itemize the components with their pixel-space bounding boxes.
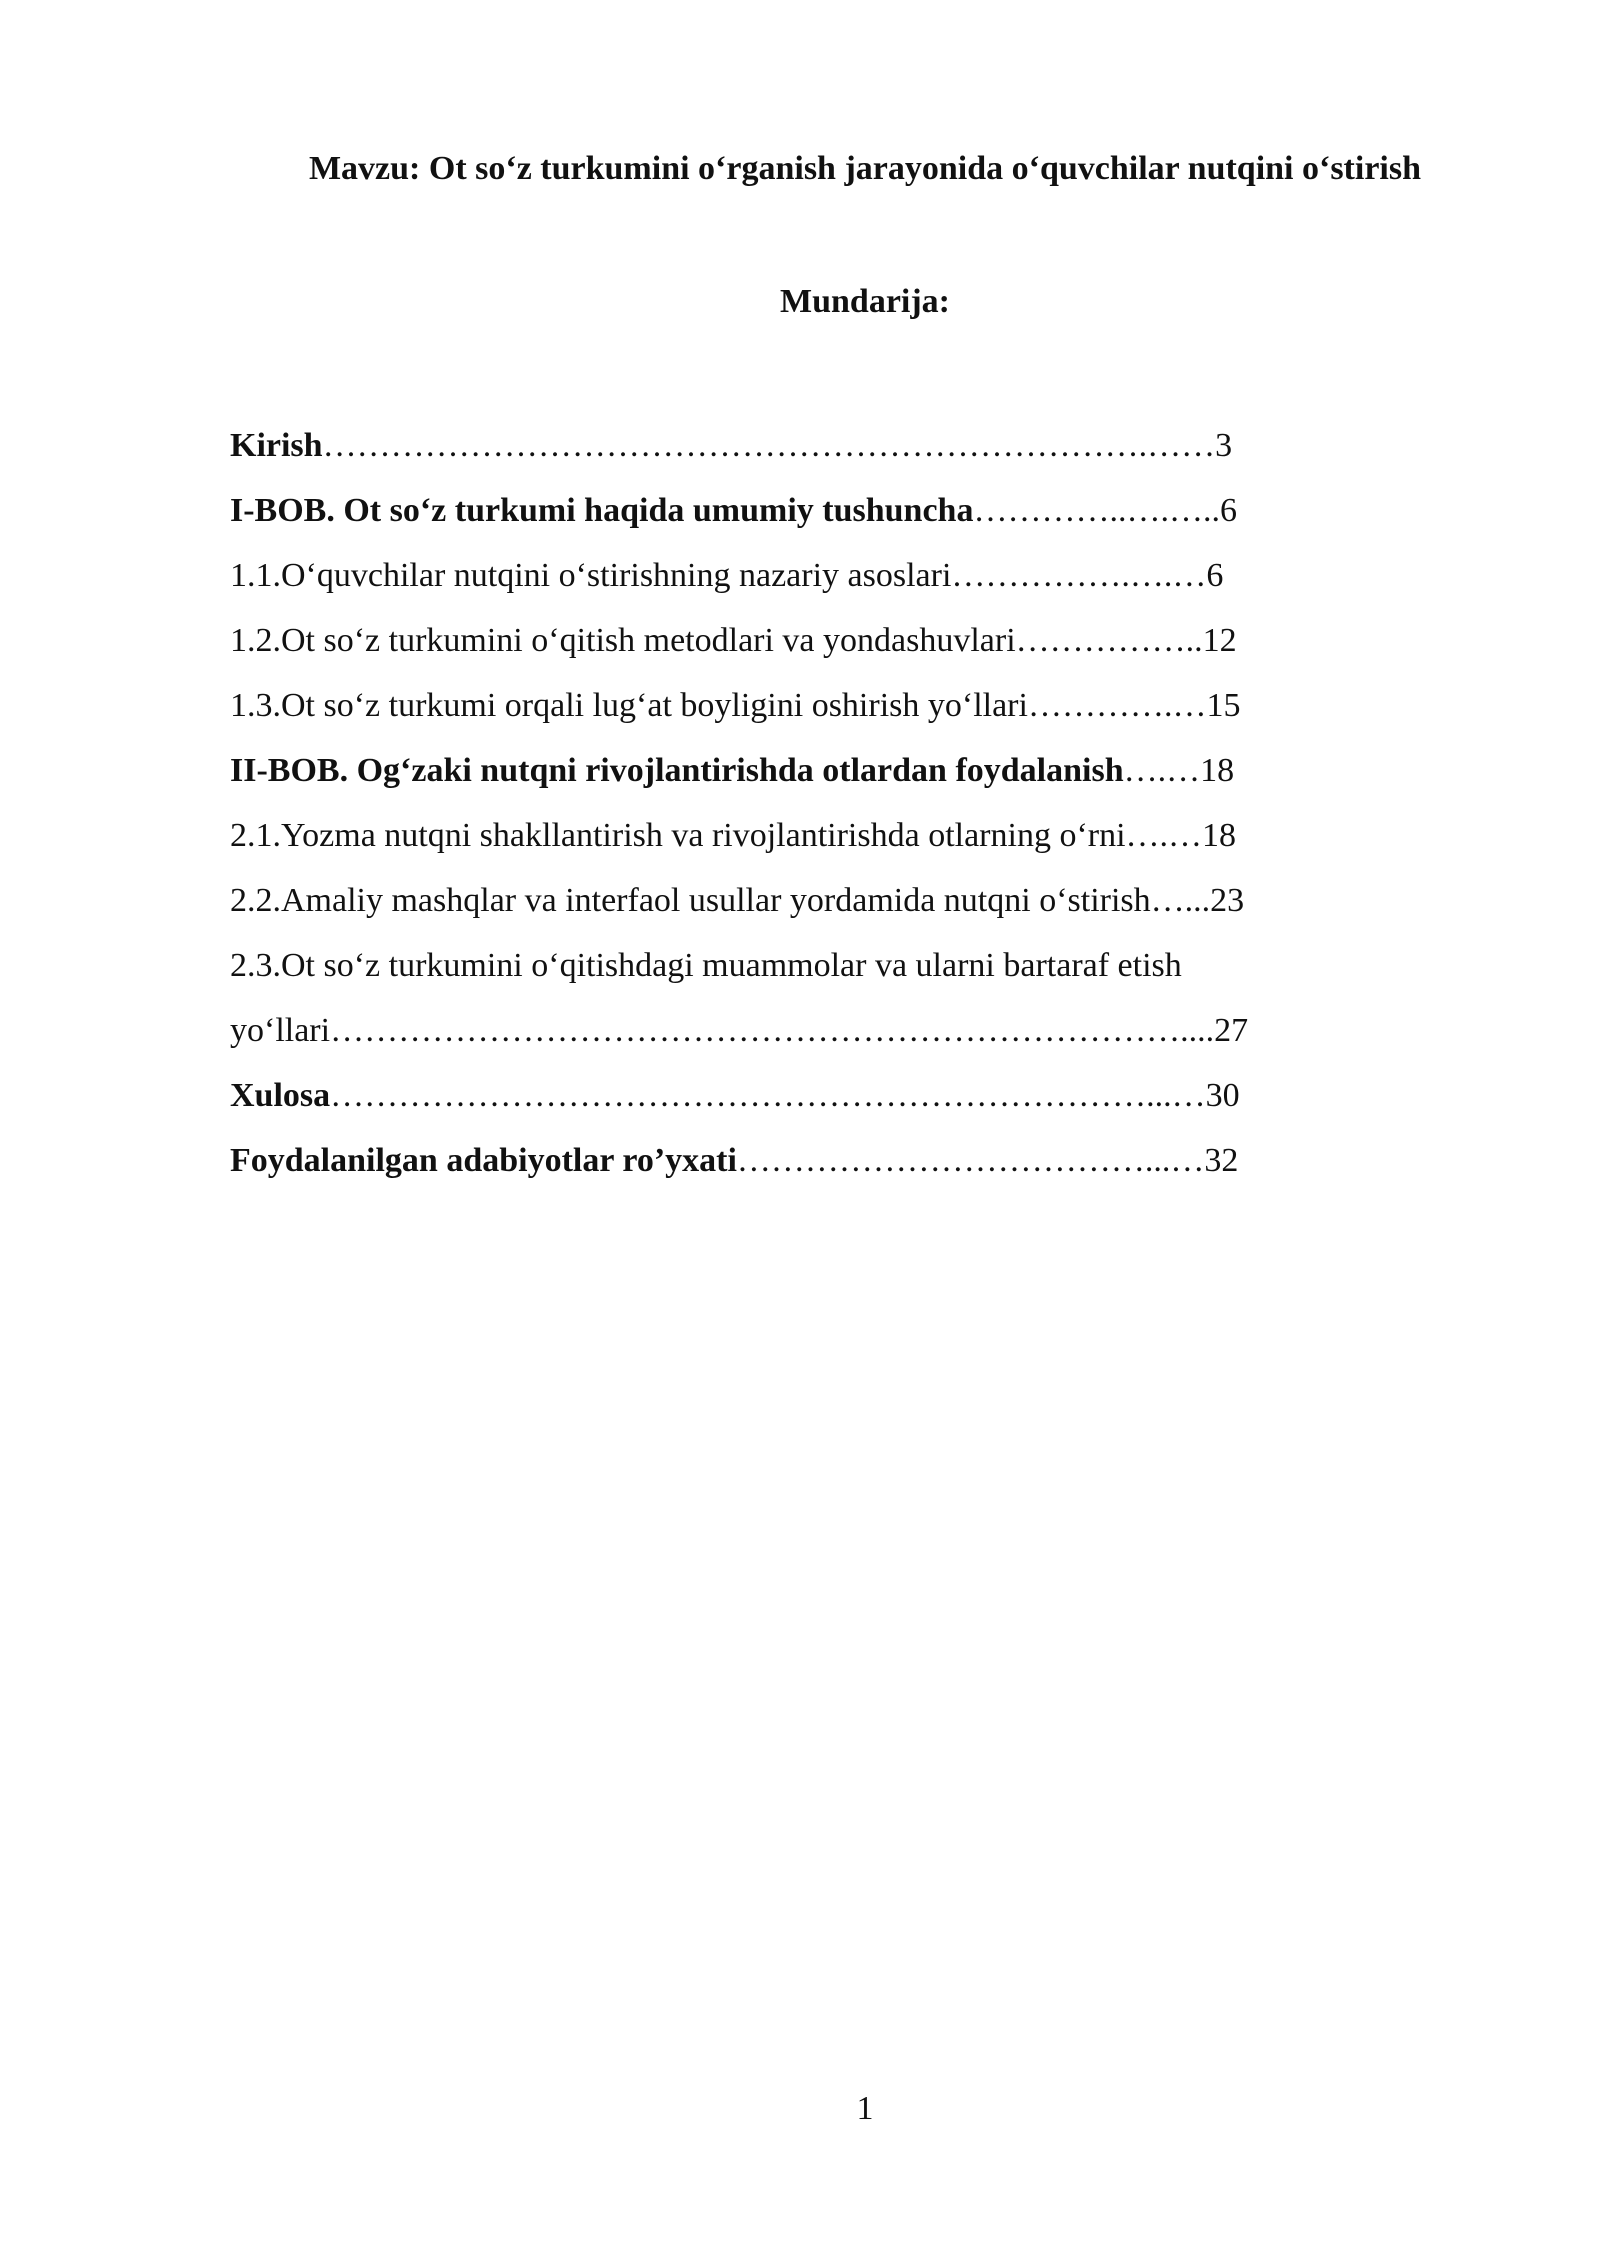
toc-entry-leader: ………….… [1027,687,1207,724]
toc-entry-page: 12 [1202,622,1237,659]
toc-entry [230,673,1360,738]
toc-entry-leader: ………………………………………………………………….... [330,1012,1215,1049]
toc-entry [230,803,1360,868]
toc-entry-page: 6 [1219,492,1237,529]
toc-entry-leader: ……………………………………………………………….…… [322,427,1216,464]
toc-entry [230,608,1360,673]
toc-entry [230,478,1360,543]
toc-entry [230,1063,1360,1128]
toc-entry-page: 32 [1204,1142,1239,1179]
toc-entry [230,998,1360,1063]
toc-entry [230,543,1360,608]
table-of-contents [230,413,1360,1193]
toc-entry-text: 1.1.O‘quvchilar nutqini o‘stirishning nazariy asoslari [230,557,952,594]
toc-entry-text: Foydalanilgan adabiyotlar ro’yxati [230,1142,737,1179]
toc-entry-page: 30 [1205,1077,1240,1114]
document-title: Mavzu: Ot so‘z turkumini o‘rganish jarayonida o‘quvchilar nutqini o‘stirish [308,150,1422,187]
toc-entry-text: Xulosa [230,1077,331,1114]
toc-entry [230,738,1360,803]
toc-entry-text: 1.2.Ot so‘z turkumini o‘qitish metodlari va yondashuvlari [230,622,1016,659]
toc-entry-leader: ….… [1123,752,1201,789]
toc-entry-leader: …………….. [1015,622,1203,659]
toc-entry-page: 27 [1214,1012,1249,1049]
toc-entry-text: II-BOB. Og‘zaki nutqni rivojlantirishda otlardan foydalanish [230,752,1124,789]
toc-entry-page: 6 [1206,557,1224,594]
toc-entry-page: 23 [1210,882,1245,919]
toc-entry-leader: ………………………………………………………………...… [330,1077,1206,1114]
toc-entry-text: Kirish [230,427,323,464]
toc-entry-text: 2.1.Yozma nutqni shakllantirish va rivojlantirishda otlarning o‘rni [230,817,1126,854]
toc-entry-page: 18 [1200,752,1235,789]
toc-entry-leader: …... [1150,882,1211,919]
toc-entry-leader: ….… [1125,817,1203,854]
toc-entry [230,933,1360,998]
toc-entry-text: 2.2.Amaliy mashqlar va interfaol usullar yordamida nutqni o‘stirish [230,882,1151,919]
toc-entry [230,413,1360,478]
toc-entry-text: 2.3.Ot so‘z turkumini o‘qitishdagi muammolar va ularni bartaraf etish [230,947,1182,984]
toc-entry-page: 15 [1206,687,1241,724]
toc-entry-page: 3 [1215,427,1233,464]
toc-entry-leader: …………….….… [951,557,1207,594]
page-number: 1 [856,2090,874,2127]
toc-entry [230,868,1360,933]
toc-heading: Mundarija: [780,283,950,320]
toc-entry-text: I-BOB. Ot so‘z turkumi haqida umumiy tushuncha [230,492,974,529]
toc-entry-text: 1.3.Ot so‘z turkumi orqali lug‘at boyligini oshirish yo‘llari [230,687,1028,724]
toc-entry-leader: …………..….….. [973,492,1220,529]
toc-entry [230,1128,1360,1193]
toc-entry-leader: ………………………………...… [736,1142,1205,1179]
toc-entry-page: 18 [1202,817,1237,854]
toc-entry-text: yo‘llari [230,1012,331,1049]
